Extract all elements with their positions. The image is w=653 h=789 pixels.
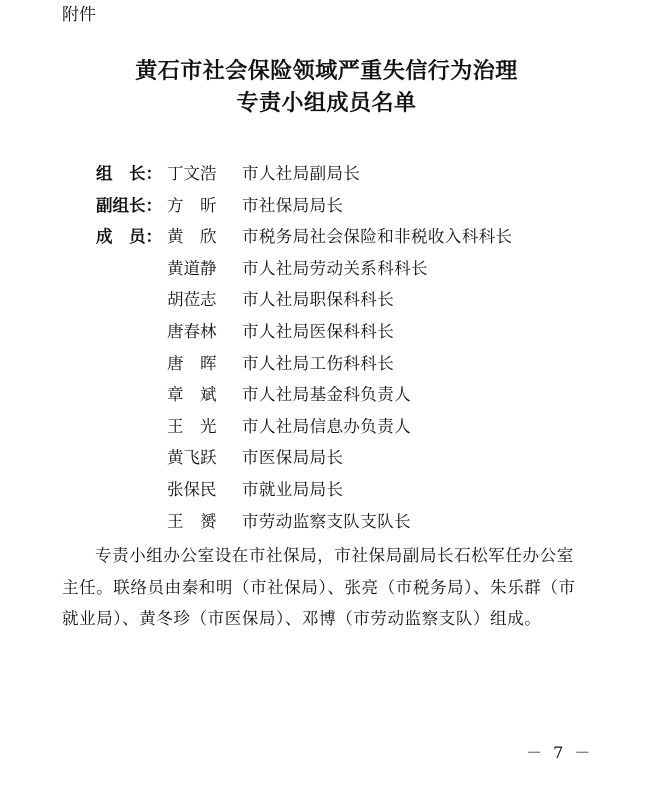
roster-name: 方 昕 — [167, 195, 217, 215]
roster-position: 市就业局局长 — [242, 479, 344, 499]
roster-name: 唐春林 — [167, 321, 217, 341]
roster-position: 市人社局基金科负责人 — [242, 385, 411, 405]
roster-role: 成 员： — [96, 227, 162, 247]
roster-role: 组 长： — [96, 164, 162, 183]
roster-position: 市医保局局长 — [242, 448, 344, 468]
roster-name: 黄飞跃 — [167, 448, 217, 468]
roster-row — [0, 474, 653, 506]
roster-name: 章 斌 — [167, 385, 217, 405]
attachment-label: 附件 — [62, 5, 96, 25]
roster-position: 市人社局劳动关系科科长 — [242, 258, 428, 278]
roster-position: 市人社局职保科科长 — [242, 290, 395, 310]
roster-row — [0, 221, 653, 253]
roster-row — [0, 506, 653, 538]
roster-role: 副组长： — [96, 195, 162, 215]
roster-name: 王 赟 — [167, 511, 217, 531]
document-title-line-2: 专责小组成员名单 — [236, 91, 417, 116]
roster-row — [0, 379, 653, 411]
office-paragraph: 专责小组办公室设在市社保局，市社保局副局长石松军任办公室主任。联络员由秦和明（市社保局）、张亮（市税务局）、朱乐群（市就业局）、黄冬珍（市医保局）、邓博（市劳动监察支队）组成。 — [62, 546, 576, 628]
roster-name: 黄 欣 — [167, 227, 217, 247]
roster-row — [0, 190, 653, 222]
roster-name: 黄道静 — [167, 258, 217, 278]
roster-row — [0, 348, 653, 380]
roster-row — [0, 158, 653, 190]
roster-position: 市人社局工伤科科长 — [242, 353, 395, 373]
roster-row — [0, 442, 653, 474]
roster-position: 市劳动监察支队支队长 — [242, 511, 411, 531]
roster-row — [0, 253, 653, 285]
roster-position: 市社保局局长 — [242, 195, 344, 215]
page-number: － 7 － — [526, 743, 594, 762]
roster-name: 张保民 — [167, 479, 217, 499]
roster-row — [0, 411, 653, 443]
roster-name: 王 光 — [167, 416, 217, 436]
roster-position: 市税务局社会保险和非税收入科科长 — [242, 227, 513, 247]
roster-position: 市人社局副局长 — [242, 164, 361, 183]
roster-name: 丁文浩 — [167, 164, 217, 183]
roster-position: 市人社局医保科科长 — [242, 321, 395, 341]
roster-name: 唐 晖 — [167, 353, 217, 373]
roster-name: 胡莅志 — [167, 290, 217, 310]
roster-row — [0, 316, 653, 348]
roster-row — [0, 284, 653, 316]
document-title-line-1: 黄石市社会保险领域严重失信行为治理 — [135, 59, 518, 84]
roster-position: 市人社局信息办负责人 — [242, 416, 411, 436]
member-roster — [0, 158, 653, 537]
